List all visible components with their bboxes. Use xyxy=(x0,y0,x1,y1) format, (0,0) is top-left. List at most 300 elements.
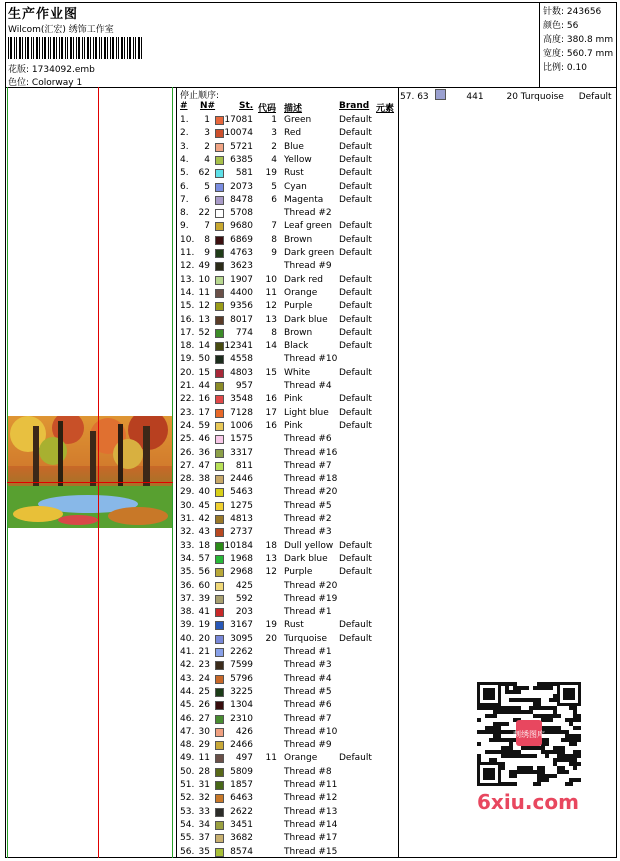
row-n: 29 xyxy=(198,740,210,751)
row-index: 1. xyxy=(180,115,189,125)
row-n: 12 xyxy=(198,301,210,312)
row-description: Pink xyxy=(284,394,303,405)
row-index: 7. xyxy=(180,194,189,205)
row-code: 14 xyxy=(265,341,277,352)
color-swatch xyxy=(435,89,446,100)
row-stitches: 4400 xyxy=(230,287,253,298)
row-index: 49. xyxy=(180,753,195,764)
row-description: Thread #2 xyxy=(284,208,332,219)
col-header-index: # xyxy=(180,101,188,111)
row-n: 31 xyxy=(198,780,210,790)
row-index: 18. xyxy=(180,341,195,352)
row-description: White xyxy=(284,367,311,378)
row-stitches: 1304 xyxy=(230,700,253,711)
row-stitches: 441 xyxy=(466,92,484,102)
row-index: 37. xyxy=(180,593,195,604)
row-description: Yellow xyxy=(284,154,312,165)
row-index: 25. xyxy=(180,434,195,445)
row-index: 15. xyxy=(180,301,195,312)
row-brand: Default xyxy=(578,92,612,102)
row-index: 56. xyxy=(180,846,195,857)
row-stitches: 592 xyxy=(235,593,253,604)
row-brand: Default xyxy=(339,540,372,551)
row-description: Orange xyxy=(284,753,318,764)
row-brand: Default xyxy=(339,115,372,125)
row-index: 11. xyxy=(180,248,195,258)
row-code: 8 xyxy=(271,234,277,245)
row-n: 22 xyxy=(198,208,210,219)
row-index: 34. xyxy=(180,553,195,564)
row-stitches: 4558 xyxy=(230,354,253,365)
row-index: 35. xyxy=(180,567,195,578)
row-brand: Default xyxy=(339,394,372,405)
row-n: 19 xyxy=(198,620,210,631)
row-index: 45. xyxy=(180,700,195,711)
stop-sequence-title: 停止顺序: xyxy=(180,91,220,101)
row-stitches: 3167 xyxy=(230,620,253,631)
row-stitches: 2622 xyxy=(230,806,253,817)
row-index: 43. xyxy=(180,673,195,684)
row-stitches: 9680 xyxy=(230,221,253,232)
row-description: Thread #1 xyxy=(284,607,332,618)
design-preview xyxy=(8,416,172,528)
row-stitches: 10184 xyxy=(224,540,253,551)
row-index: 33. xyxy=(180,540,195,551)
row-index: 53. xyxy=(180,806,195,817)
row-brand: Default xyxy=(339,274,372,285)
row-n: 38 xyxy=(198,474,210,485)
row-index: 12. xyxy=(180,261,195,272)
row-index: 13. xyxy=(180,274,195,285)
row-index: 29. xyxy=(180,487,195,498)
row-code: 11 xyxy=(265,287,277,298)
row-code: 20 xyxy=(265,633,277,644)
row-index: 4. xyxy=(180,154,189,165)
row-code: 3 xyxy=(271,128,277,139)
row-n: 60 xyxy=(198,580,210,591)
row-n: 24 xyxy=(198,673,210,684)
center-line-horizontal xyxy=(7,482,173,483)
row-brand: Default xyxy=(339,248,372,258)
row-stitches: 9356 xyxy=(230,301,253,312)
row-stitches: 6385 xyxy=(230,154,253,165)
overflow-row xyxy=(400,89,612,102)
row-n: 16 xyxy=(198,394,210,405)
row-description: Blue xyxy=(284,141,304,152)
row-index: 46. xyxy=(180,713,195,724)
row-brand: Default xyxy=(339,341,372,352)
row-index: 16. xyxy=(180,314,195,325)
row-stitches: 8574 xyxy=(230,846,253,857)
row-n: 62 xyxy=(198,168,210,179)
row-index: 42. xyxy=(180,660,195,671)
colorway-label: 色位: xyxy=(8,78,30,88)
row-description: Thread #13 xyxy=(284,806,338,817)
row-index: 55. xyxy=(180,833,195,844)
row-index: 30. xyxy=(180,500,195,511)
row-index: 28. xyxy=(180,474,195,485)
row-n: 17 xyxy=(198,407,210,418)
row-stitches: 4803 xyxy=(230,367,253,378)
row-n: 4 xyxy=(204,154,210,165)
row-n: 11 xyxy=(198,287,210,298)
row-code: 6 xyxy=(271,194,277,205)
preview-divider xyxy=(176,87,177,858)
row-description: Green xyxy=(284,115,312,125)
row-stitches: 2310 xyxy=(230,713,253,724)
row-stitches: 1006 xyxy=(230,420,253,431)
row-n: 44 xyxy=(198,381,210,391)
row-description: Dark red xyxy=(284,274,323,285)
row-index: 57. xyxy=(400,92,415,102)
row-description: Thread #20 xyxy=(284,580,338,591)
row-brand: Default xyxy=(339,301,372,312)
row-n: 15 xyxy=(198,367,210,378)
row-description: Thread #3 xyxy=(284,660,332,671)
row-code: 10 xyxy=(265,274,277,285)
row-description: Dark blue xyxy=(284,314,328,325)
row-index: 21. xyxy=(180,381,195,391)
row-description: Thread #8 xyxy=(284,766,332,777)
row-n: 46 xyxy=(198,434,210,445)
design-label: 花版: xyxy=(8,65,30,75)
design-file-line xyxy=(8,62,95,75)
row-stitches: 4763 xyxy=(230,248,253,258)
row-index: 9. xyxy=(180,221,189,232)
row-n: 56 xyxy=(198,567,210,578)
table-divider xyxy=(398,87,399,858)
row-stitches: 3682 xyxy=(230,833,253,844)
row-n: 2 xyxy=(204,141,210,152)
row-description: Cyan xyxy=(284,181,307,192)
row-stitches: 3095 xyxy=(230,633,253,644)
row-n: 47 xyxy=(198,460,210,471)
row-index: 17. xyxy=(180,327,195,338)
row-n: 20 xyxy=(198,633,210,644)
row-description: Thread #12 xyxy=(284,793,338,804)
watermark-stamp: 刺绣图库 xyxy=(513,730,545,739)
row-brand: Default xyxy=(339,234,372,245)
row-code: 7 xyxy=(271,221,277,232)
row-description: Thread #2 xyxy=(284,514,332,524)
row-index: 31. xyxy=(180,514,195,524)
row-n: 8 xyxy=(204,234,210,245)
row-description: Thread #10 xyxy=(284,726,338,737)
row-n: 5 xyxy=(204,181,210,192)
colorway-value: Colorway 1 xyxy=(31,78,83,88)
row-n: 42 xyxy=(198,514,210,524)
row-description: Thread #7 xyxy=(284,713,332,724)
row-index: 23. xyxy=(180,407,195,418)
row-description: Thread #4 xyxy=(284,381,332,391)
row-description: Orange xyxy=(284,287,318,298)
row-index: 39. xyxy=(180,620,195,631)
row-index: 44. xyxy=(180,686,195,697)
col-header-n: N# xyxy=(200,101,216,111)
row-code: 13 xyxy=(265,314,277,325)
row-description: Thread #9 xyxy=(284,740,332,751)
row-n: 36 xyxy=(198,447,210,458)
row-brand: Default xyxy=(339,753,372,764)
stat-width: 宽度: 560.7 mm xyxy=(543,49,614,59)
row-description: Brown xyxy=(284,234,313,245)
colorway-line xyxy=(8,75,82,88)
row-stitches: 425 xyxy=(235,580,253,591)
row-code: 18 xyxy=(265,540,277,551)
col-header-stitches: St. xyxy=(239,101,254,111)
row-description: Purple xyxy=(284,567,313,578)
row-description: Purple xyxy=(284,301,313,312)
col-header-brand: Brand xyxy=(339,101,370,111)
row-n: 41 xyxy=(198,607,210,618)
row-brand: Default xyxy=(339,567,372,578)
row-index: 41. xyxy=(180,647,195,657)
row-stitches: 2262 xyxy=(230,647,253,657)
watermark-logo: 6xiu.com xyxy=(477,790,579,814)
row-index: 24. xyxy=(180,420,195,431)
row-stitches: 3548 xyxy=(230,394,253,405)
row-code: 17 xyxy=(265,407,277,418)
row-n: 26 xyxy=(198,700,210,711)
row-code: 9 xyxy=(271,248,277,258)
row-index: 52. xyxy=(180,793,195,804)
row-description: Turquoise xyxy=(520,92,564,102)
row-stitches: 2968 xyxy=(230,567,253,578)
row-n: 6 xyxy=(204,194,210,205)
row-stitches: 6869 xyxy=(230,234,253,245)
col-header-element: 元素 xyxy=(376,104,395,114)
company-name: Wilcom(汇宏) 绣饰工作室 xyxy=(8,25,114,35)
row-index: 26. xyxy=(180,447,195,458)
row-description: Thread #7 xyxy=(284,460,332,471)
row-brand: Default xyxy=(339,181,372,192)
row-description: Dark green xyxy=(284,248,335,258)
row-n: 23 xyxy=(198,660,210,671)
row-brand: Default xyxy=(339,168,372,179)
row-stitches: 426 xyxy=(235,726,253,737)
row-code: 12 xyxy=(265,301,277,312)
row-brand: Default xyxy=(339,633,372,644)
row-code: 8 xyxy=(271,327,277,338)
row-n: 30 xyxy=(198,726,210,737)
row-stitches: 811 xyxy=(235,460,253,471)
row-index: 19. xyxy=(180,354,195,365)
row-n: 52 xyxy=(198,327,210,338)
row-index: 8. xyxy=(180,208,189,219)
row-stitches: 1857 xyxy=(230,780,253,790)
guide-line-right xyxy=(172,87,173,858)
row-n: 27 xyxy=(198,713,210,724)
row-description: Dull yellow xyxy=(284,540,334,551)
row-n: 13 xyxy=(198,314,210,325)
row-n: 9 xyxy=(204,248,210,258)
page-title: 生产作业图 xyxy=(8,7,79,22)
row-brand: Default xyxy=(339,287,372,298)
header-divider xyxy=(5,87,617,88)
row-stitches: 17081 xyxy=(224,115,253,125)
row-brand: Default xyxy=(339,420,372,431)
row-stitches: 1575 xyxy=(230,434,253,445)
row-index: 22. xyxy=(180,394,195,405)
row-n: 43 xyxy=(198,527,210,538)
row-code: 20 xyxy=(506,92,518,102)
row-description: Thread #5 xyxy=(284,686,332,697)
row-brand: Default xyxy=(339,221,372,232)
stat-stitches: 针数: 243656 xyxy=(543,7,602,17)
row-n: 11 xyxy=(198,753,210,764)
qr-code xyxy=(472,680,586,800)
row-index: 2. xyxy=(180,128,189,139)
row-stitches: 581 xyxy=(235,168,253,179)
row-brand: Default xyxy=(339,620,372,631)
row-n: 57 xyxy=(198,553,210,564)
row-index: 27. xyxy=(180,460,195,471)
row-n: 34 xyxy=(198,819,210,830)
row-description: Pink xyxy=(284,420,303,431)
row-index: 14. xyxy=(180,287,195,298)
row-code: 15 xyxy=(265,367,277,378)
row-description: Dark blue xyxy=(284,553,328,564)
row-stitches: 2446 xyxy=(230,474,253,485)
row-n: 50 xyxy=(198,354,210,365)
row-n: 39 xyxy=(198,593,210,604)
row-index: 3. xyxy=(180,141,189,152)
row-n: 37 xyxy=(198,833,210,844)
row-n: 32 xyxy=(198,793,210,804)
row-n: 25 xyxy=(198,686,210,697)
row-description: Thread #17 xyxy=(284,833,338,844)
row-index: 32. xyxy=(180,527,195,538)
row-stitches: 12341 xyxy=(224,341,253,352)
row-index: 5. xyxy=(180,168,189,179)
row-index: 51. xyxy=(180,780,195,790)
row-n: 21 xyxy=(198,647,210,657)
row-description: Thread #1 xyxy=(284,647,332,657)
center-line-vertical xyxy=(98,87,99,858)
row-index: 20. xyxy=(180,367,195,378)
design-file: 1734092.emb xyxy=(31,65,95,75)
row-code: 11 xyxy=(265,753,277,764)
row-stitches: 5721 xyxy=(230,141,253,152)
row-stitches: 7128 xyxy=(230,407,253,418)
row-index: 40. xyxy=(180,633,195,644)
row-brand: Default xyxy=(339,553,372,564)
row-n: 59 xyxy=(198,420,210,431)
row-stitches: 3623 xyxy=(230,261,253,272)
row-n: 28 xyxy=(198,766,210,777)
row-description: Thread #3 xyxy=(284,527,332,538)
row-stitches: 1275 xyxy=(230,500,253,511)
row-index: 10. xyxy=(180,234,195,245)
stats-panel xyxy=(543,5,613,75)
barcode xyxy=(8,37,143,59)
row-description: Thread #15 xyxy=(284,846,338,857)
row-stitches: 5463 xyxy=(230,487,253,498)
row-stitches: 2073 xyxy=(230,181,253,192)
row-index: 38. xyxy=(180,607,195,618)
row-index: 54. xyxy=(180,819,195,830)
row-description: Thread #11 xyxy=(284,780,338,790)
row-description: Brown xyxy=(284,327,313,338)
row-n: 33 xyxy=(198,806,210,817)
row-description: Thread #20 xyxy=(284,487,338,498)
row-brand: Default xyxy=(339,141,372,152)
row-brand: Default xyxy=(339,367,372,378)
row-description: Thread #5 xyxy=(284,500,332,511)
row-description: Leaf green xyxy=(284,221,332,232)
row-description: Thread #10 xyxy=(284,354,338,365)
row-brand: Default xyxy=(339,128,372,139)
row-stitches: 5708 xyxy=(230,208,253,219)
row-description: Thread #14 xyxy=(284,819,338,830)
row-n: 49 xyxy=(198,261,210,272)
row-stitches: 8017 xyxy=(230,314,253,325)
row-stitches: 4813 xyxy=(230,514,253,524)
row-n: 40 xyxy=(198,487,210,498)
row-stitches: 3317 xyxy=(230,447,253,458)
row-description: Turquoise xyxy=(284,633,328,644)
row-code: 1 xyxy=(271,115,277,125)
row-description: Magenta xyxy=(284,194,324,205)
row-stitches: 203 xyxy=(235,607,253,618)
col-header-description: 描述 xyxy=(284,104,303,114)
row-stitches: 2466 xyxy=(230,740,253,751)
row-brand: Default xyxy=(339,194,372,205)
row-index: 48. xyxy=(180,740,195,751)
row-code: 16 xyxy=(265,394,277,405)
row-description: Thread #6 xyxy=(284,700,332,711)
row-n: 18 xyxy=(198,540,210,551)
row-stitches: 7599 xyxy=(230,660,253,671)
row-n: 63 xyxy=(417,92,429,102)
row-n: 3 xyxy=(204,128,210,139)
row-stitches: 2737 xyxy=(230,527,253,538)
row-stitches: 3225 xyxy=(230,686,253,697)
row-description: Thread #9 xyxy=(284,261,332,272)
row-brand: Default xyxy=(339,154,372,165)
row-code: 4 xyxy=(271,154,277,165)
row-stitches: 8478 xyxy=(230,194,253,205)
row-n: 7 xyxy=(204,221,210,232)
row-index: 36. xyxy=(180,580,195,591)
row-code: 2 xyxy=(271,141,277,152)
row-stitches: 497 xyxy=(235,753,253,764)
row-code: 19 xyxy=(265,620,277,631)
row-code: 13 xyxy=(265,553,277,564)
row-n: 45 xyxy=(198,500,210,511)
row-description: Rust xyxy=(284,168,304,179)
row-description: Black xyxy=(284,341,309,352)
row-stitches: 1907 xyxy=(230,274,253,285)
row-stitches: 5809 xyxy=(230,766,253,777)
row-stitches: 5796 xyxy=(230,673,253,684)
row-index: 47. xyxy=(180,726,195,737)
row-description: Red xyxy=(284,128,302,139)
col-header-code: 代码 xyxy=(258,104,277,114)
row-description: Thread #18 xyxy=(284,474,338,485)
row-brand: Default xyxy=(339,407,372,418)
row-n: 14 xyxy=(198,341,210,352)
row-n: 35 xyxy=(198,846,210,857)
row-brand: Default xyxy=(339,314,372,325)
stat-scale: 比例: 0.10 xyxy=(543,63,587,73)
stat-colors: 颜色: 56 xyxy=(543,21,579,31)
row-n: 1 xyxy=(204,115,210,125)
row-description: Thread #16 xyxy=(284,447,338,458)
row-description: Light blue xyxy=(284,407,329,418)
row-description: Thread #6 xyxy=(284,434,332,445)
row-code: 5 xyxy=(271,181,277,192)
